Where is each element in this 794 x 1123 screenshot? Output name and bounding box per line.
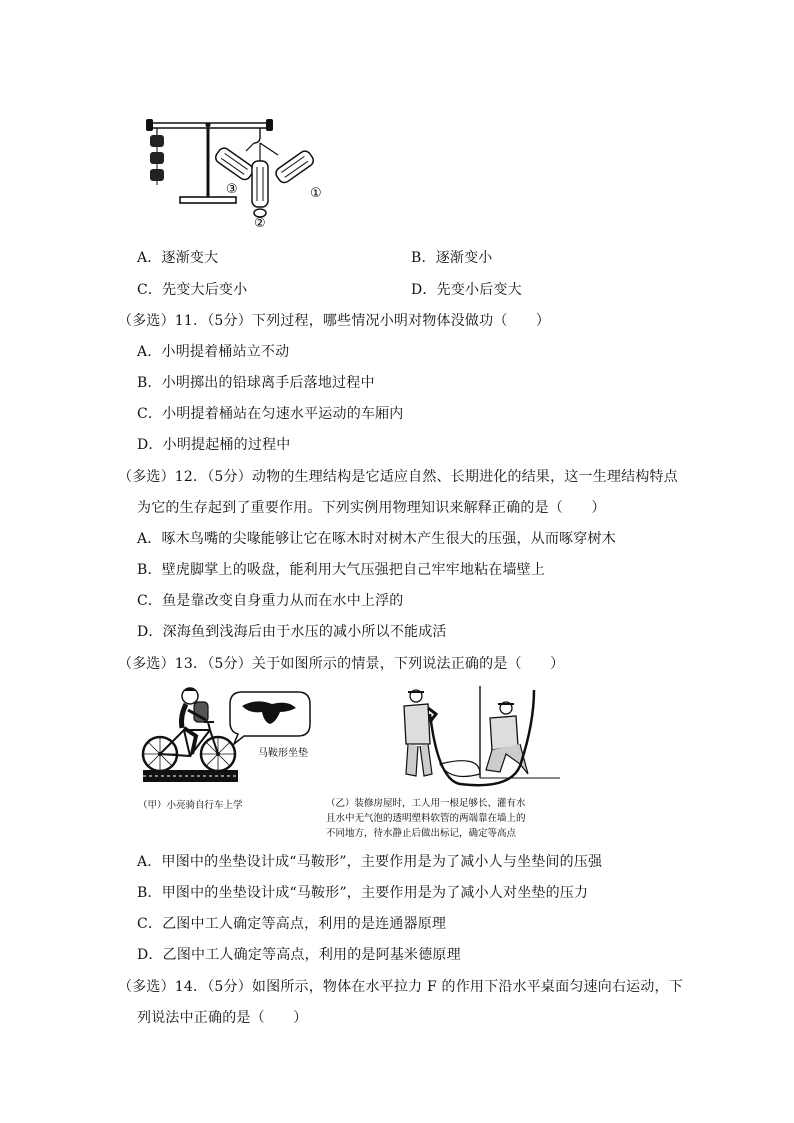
scale-label-3: ③	[226, 182, 238, 197]
q12-stem-line1: （多选）12．（5分）动物的生理结构是它适应自然、长期进化的结果，这一生理结构特点	[118, 469, 678, 485]
q11-option-a[interactable]: A．小明提着桶站立不动	[137, 344, 290, 360]
q14-stem-line1: （多选）14．（5分）如图所示，物体在水平拉力 F 的作用下沿水平桌面匀速向右运动，下	[118, 979, 683, 995]
cyclist-figure	[138, 686, 338, 814]
q12-option-d[interactable]: D．深海鱼到浅海后由于水压的减小所以不能成活	[137, 624, 447, 640]
q12-stem-line2: 为它的生存起到了重要作用。下列实例用物理知识来解释正确的是（ ）	[137, 500, 606, 516]
q11-option-d[interactable]: D．小明提起桶的过程中	[137, 437, 291, 453]
q11-stem: （多选）11．（5分）下列过程，哪些情况小明对物体没做功（ ）	[118, 313, 551, 329]
fig-yi-caption-line2: 且水中无气泡的透明塑料软管的两端靠在墙上的	[326, 813, 526, 824]
lever-spring-scale-figure	[138, 113, 338, 228]
fig-yi-caption-line3: 不同地方，待水静止后做出标记，确定等高点	[326, 828, 517, 839]
q11-option-c[interactable]: C．小明提着桶站在匀速水平运动的车厢内	[137, 406, 404, 422]
q11-option-b[interactable]: B．小明掷出的铅球离手后落地过程中	[137, 375, 375, 391]
fig-jia-caption: （甲）小亮骑自行车上学	[138, 800, 243, 811]
q13-stem: （多选）13．（5分）关于如图所示的情景，下列说法正确的是（ ）	[118, 656, 565, 672]
fig-yi-caption-line1: （乙）装修房屋时，工人用一根足够长、灌有水	[326, 798, 526, 809]
q12-option-c[interactable]: C．鱼是靠改变自身重力从而在水中上浮的	[137, 593, 404, 609]
scale-label-1: ①	[310, 186, 322, 201]
q12-option-a[interactable]: A．啄木鸟嘴的尖喙能够让它在啄木时对树木产生很大的压强，从而啄穿树木	[137, 531, 616, 547]
q12-option-b[interactable]: B．壁虎脚掌上的吸盘，能利用大气压强把自己牢牢地粘在墙壁上	[137, 562, 546, 578]
q14-stem-line2: 列说法中正确的是（ ）	[137, 1010, 308, 1026]
scale-label-2: ②	[254, 216, 266, 228]
saddle-label: 马鞍形坐垫	[258, 748, 308, 759]
q10-option-b[interactable]: B．逐渐变小	[411, 250, 493, 266]
q13-option-c[interactable]: C．乙图中工人确定等高点，利用的是连通器原理	[137, 916, 447, 932]
q13-option-d[interactable]: D．乙图中工人确定等高点，利用的是阿基米德原理	[137, 947, 461, 963]
q10-option-c[interactable]: C．先变大后变小	[137, 282, 248, 298]
q13-option-b[interactable]: B．甲图中的坐垫设计成“马鞍形”，主要作用是为了减小人对坐垫的压力	[137, 885, 589, 901]
q10-option-d[interactable]: D．先变小后变大	[411, 282, 522, 298]
q13-option-a[interactable]: A．甲图中的坐垫设计成“马鞍形”，主要作用是为了减小人与坐垫间的压强	[137, 854, 603, 870]
q10-option-a[interactable]: A．逐渐变大	[137, 250, 219, 266]
workers-tube-figure	[320, 684, 610, 842]
